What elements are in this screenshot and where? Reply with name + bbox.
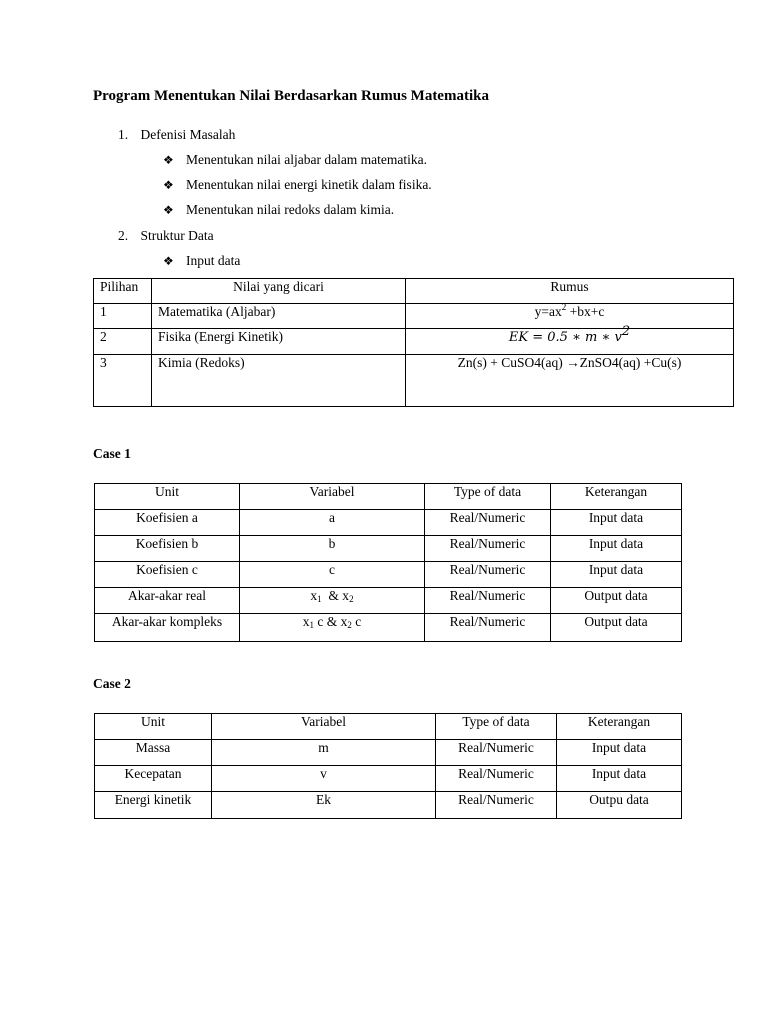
table-cell: Akar-akar real (95, 588, 240, 614)
case-2-title: Case 2 (93, 676, 131, 691)
formula-cell: $y=ax^2 +bx+c$ (406, 304, 734, 329)
table-header: Rumus (406, 279, 734, 304)
section-2-label: Struktur Data (140, 228, 214, 243)
table-cell: Koefisien a (95, 510, 240, 536)
diamond-bullet-icon: ❖ (163, 153, 174, 167)
table-cell: 3 (94, 355, 152, 407)
bullet-text: Input data (186, 253, 241, 268)
section-1-heading (118, 127, 235, 143)
table-cell: Kimia (Redoks) (152, 355, 406, 407)
table-row (95, 536, 682, 562)
bullet-text: Menentukan nilai aljabar dalam matematika. (186, 152, 428, 167)
input-data-table (93, 278, 734, 407)
table-cell: Fisika (Energi Kinetik) (152, 329, 406, 355)
table-header: Keterangan (557, 714, 682, 740)
table-row (95, 614, 682, 642)
table-row (95, 588, 682, 614)
section-2-number: 2. (118, 228, 129, 243)
table-cell: Real/Numeric (436, 792, 557, 819)
table-row (95, 562, 682, 588)
table-row (95, 792, 682, 819)
table-cell: Input data (557, 740, 682, 766)
table-cell: c (240, 562, 425, 588)
bullet-text: Menentukan nilai energi kinetik dalam fisika. (186, 177, 432, 192)
table-cell: Matematika (Aljabar) (152, 304, 406, 329)
table-cell: Koefisien b (95, 536, 240, 562)
section-1-label: Defenisi Masalah (140, 127, 236, 142)
table-cell: Output data (551, 614, 682, 642)
table-cell: Massa (95, 740, 212, 766)
diamond-bullet-icon: ❖ (163, 178, 174, 192)
table-row (94, 329, 734, 355)
table-header: Keterangan (551, 484, 682, 510)
table-header: Variabel (240, 484, 425, 510)
table-cell: Input data (551, 562, 682, 588)
table-row (94, 304, 734, 329)
bullet-item (163, 177, 432, 193)
table-cell: Energi kinetik (95, 792, 212, 819)
table-cell: Real/Numeric (425, 614, 551, 642)
table-cell: b (240, 536, 425, 562)
section-2-heading (118, 228, 214, 244)
table-cell: Output data (551, 588, 682, 614)
table-header: Variabel (212, 714, 436, 740)
table-cell: $x_1$ c & $x_2$ c (240, 614, 425, 642)
table-header: Pilihan (94, 279, 152, 304)
table-row (94, 355, 734, 407)
table-cell: a (240, 510, 425, 536)
section-1-number: 1. (118, 127, 129, 142)
table-cell: 2 (94, 329, 152, 355)
table-cell: Akar-akar kompleks (95, 614, 240, 642)
table-cell: Input data (551, 510, 682, 536)
bullet-text: Menentukan nilai redoks dalam kimia. (186, 202, 395, 217)
table-row (95, 766, 682, 792)
table-header: Unit (95, 714, 212, 740)
table-cell: Input data (557, 766, 682, 792)
table-cell: 1 (94, 304, 152, 329)
table-cell: Real/Numeric (425, 562, 551, 588)
table-cell: Real/Numeric (436, 766, 557, 792)
table-cell: Koefisien c (95, 562, 240, 588)
table-cell: v (212, 766, 436, 792)
case-2-table (94, 713, 682, 819)
case-1-table (94, 483, 682, 642)
bullet-item (163, 152, 427, 168)
table-cell: Kecepatan (95, 766, 212, 792)
page-title: Program Menentukan Nilai Berdasarkan Rumus Matematika (93, 88, 489, 104)
case-1-title: Case 1 (93, 446, 131, 461)
diamond-bullet-icon: ❖ (163, 254, 174, 268)
formula-cell: EK = 0.5 ∗ m ∗ $v^2$ (406, 329, 734, 355)
table-cell: $x_1$ & $x_2$ (240, 588, 425, 614)
table-header: Type of data (436, 714, 557, 740)
table-row (95, 740, 682, 766)
table-row (95, 510, 682, 536)
table-cell: m (212, 740, 436, 766)
table-header: Unit (95, 484, 240, 510)
formula-cell: Zn(s) + CuSO4(aq) →ZnSO4(aq) +Cu(s) (406, 355, 734, 407)
table-cell: Real/Numeric (425, 510, 551, 536)
bullet-item (163, 253, 240, 269)
diamond-bullet-icon: ❖ (163, 203, 174, 217)
table-cell: Outpu data (557, 792, 682, 819)
table-cell: Real/Numeric (436, 740, 557, 766)
table-cell: Ek (212, 792, 436, 819)
table-header: Type of data (425, 484, 551, 510)
table-cell: Real/Numeric (425, 588, 551, 614)
table-cell: Real/Numeric (425, 536, 551, 562)
table-header: Nilai yang dicari (152, 279, 406, 304)
bullet-item (163, 202, 394, 218)
table-cell: Input data (551, 536, 682, 562)
